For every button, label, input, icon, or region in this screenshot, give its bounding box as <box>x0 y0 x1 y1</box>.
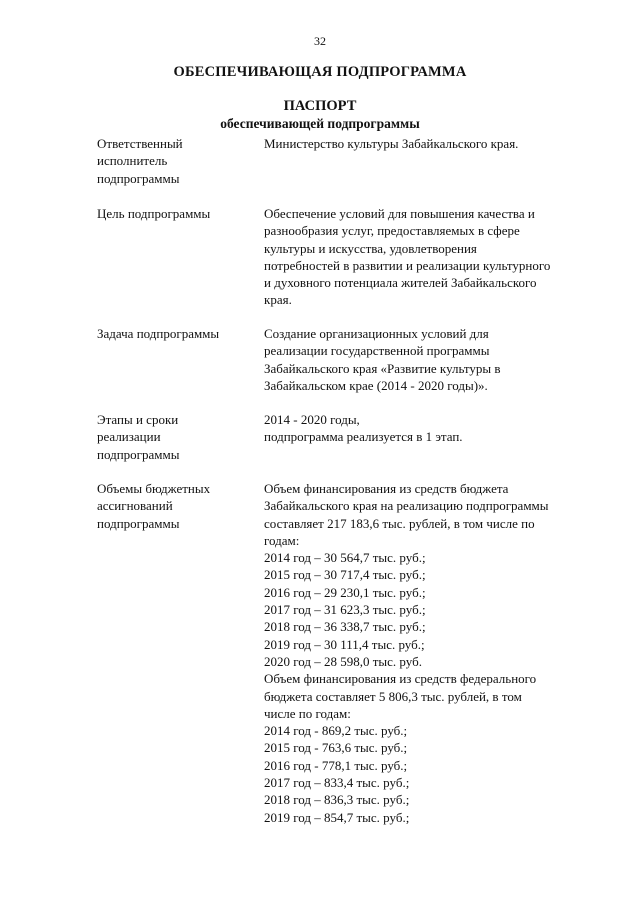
value-line: 2014 год – 30 564,7 тыс. руб.; <box>264 550 426 566</box>
row-label <box>97 325 257 342</box>
value-line: потребностей в развитии и реализации культурного <box>264 257 551 273</box>
page-number: 32 <box>314 34 326 48</box>
value-line: годам: <box>264 532 300 548</box>
value-line: числе по годам: <box>264 705 351 721</box>
value-line: Забайкальского края на реализацию подпрограммы <box>264 498 549 514</box>
row-value <box>264 205 609 309</box>
value-line: культуры и искусства, удовлетворения <box>264 240 477 256</box>
row-value <box>264 480 609 826</box>
value-line: разнообразия услуг, предоставляемых в сфере <box>264 223 520 239</box>
row-value <box>264 135 609 152</box>
label-line: Этапы и сроки <box>97 412 179 427</box>
value-line: 2014 - 2020 годы, <box>264 412 360 427</box>
value-line: Объем финансирования из средств бюджета <box>264 481 509 496</box>
value-line: Забайкальском крае (2014 - 2020 годы)». <box>264 377 488 393</box>
label-line: реализации <box>97 429 161 445</box>
subprogram-title: ОБЕСПЕЧИВАЮЩАЯ ПОДПРОГРАММА <box>173 64 467 80</box>
row-value <box>264 411 609 446</box>
row-label <box>97 411 257 463</box>
value-line: 2014 год - 869,2 тыс. руб.; <box>264 723 408 739</box>
label-line: подпрограммы <box>97 515 180 531</box>
value-line: 2018 год – 36 338,7 тыс. руб.; <box>264 619 426 635</box>
value-line: 2015 год – 30 717,4 тыс. руб.; <box>264 567 426 583</box>
label-line: Ответственный <box>97 136 183 151</box>
value-line: 2020 год – 28 598,0 тыс. руб. <box>264 653 422 669</box>
value-line: Обеспечение условий для повышения качества и <box>264 206 535 221</box>
value-line: 2019 год – 30 111,4 тыс. руб.; <box>264 636 425 652</box>
value-line: подпрограмма реализуется в 1 этап. <box>264 429 463 445</box>
label-line: ассигнований <box>97 498 173 514</box>
label-line: Цель подпрограммы <box>97 206 211 221</box>
value-line: 2017 год – 31 623,3 тыс. руб.; <box>264 602 426 618</box>
value-line: составляет 217 183,6 тыс. рублей, в том числе по <box>264 515 535 531</box>
value-line: и духовного потенциала жителей Забайкальского <box>264 275 537 291</box>
label-line: Объемы бюджетных <box>97 481 211 496</box>
value-line: бюджета составляет 5 806,3 тыс. рублей, в том <box>264 688 522 704</box>
label-line: подпрограммы <box>97 170 180 186</box>
label-line: подпрограммы <box>97 446 180 462</box>
row-label <box>97 205 257 222</box>
value-line: 2016 год - 778,1 тыс. руб.; <box>264 757 408 773</box>
value-line: реализации государственной программы <box>264 343 490 359</box>
value-line: края. <box>264 292 292 308</box>
value-line: 2018 год – 836,3 тыс. руб.; <box>264 792 410 808</box>
row-value <box>264 325 609 394</box>
label-line: Задача подпрограммы <box>97 326 220 341</box>
passport-subtitle: обеспечивающей подпрограммы <box>220 116 420 131</box>
value-line: Создание организационных условий для <box>264 326 489 341</box>
value-line: 2016 год – 29 230,1 тыс. руб.; <box>264 584 426 600</box>
passport-title: ПАСПОРТ <box>283 98 357 114</box>
value-line: Объем финансирования из средств федерального <box>264 671 537 687</box>
value-line: Забайкальского края «Развитие культуры в <box>264 360 501 376</box>
value-line: Министерство культуры Забайкальского края. <box>264 136 519 151</box>
value-line: 2019 год – 854,7 тыс. руб.; <box>264 809 410 825</box>
value-line: 2015 год - 763,6 тыс. руб.; <box>264 740 408 756</box>
label-line: исполнитель <box>97 153 168 169</box>
row-label <box>97 135 257 187</box>
value-line: 2017 год – 833,4 тыс. руб.; <box>264 775 410 791</box>
row-label <box>97 480 257 532</box>
